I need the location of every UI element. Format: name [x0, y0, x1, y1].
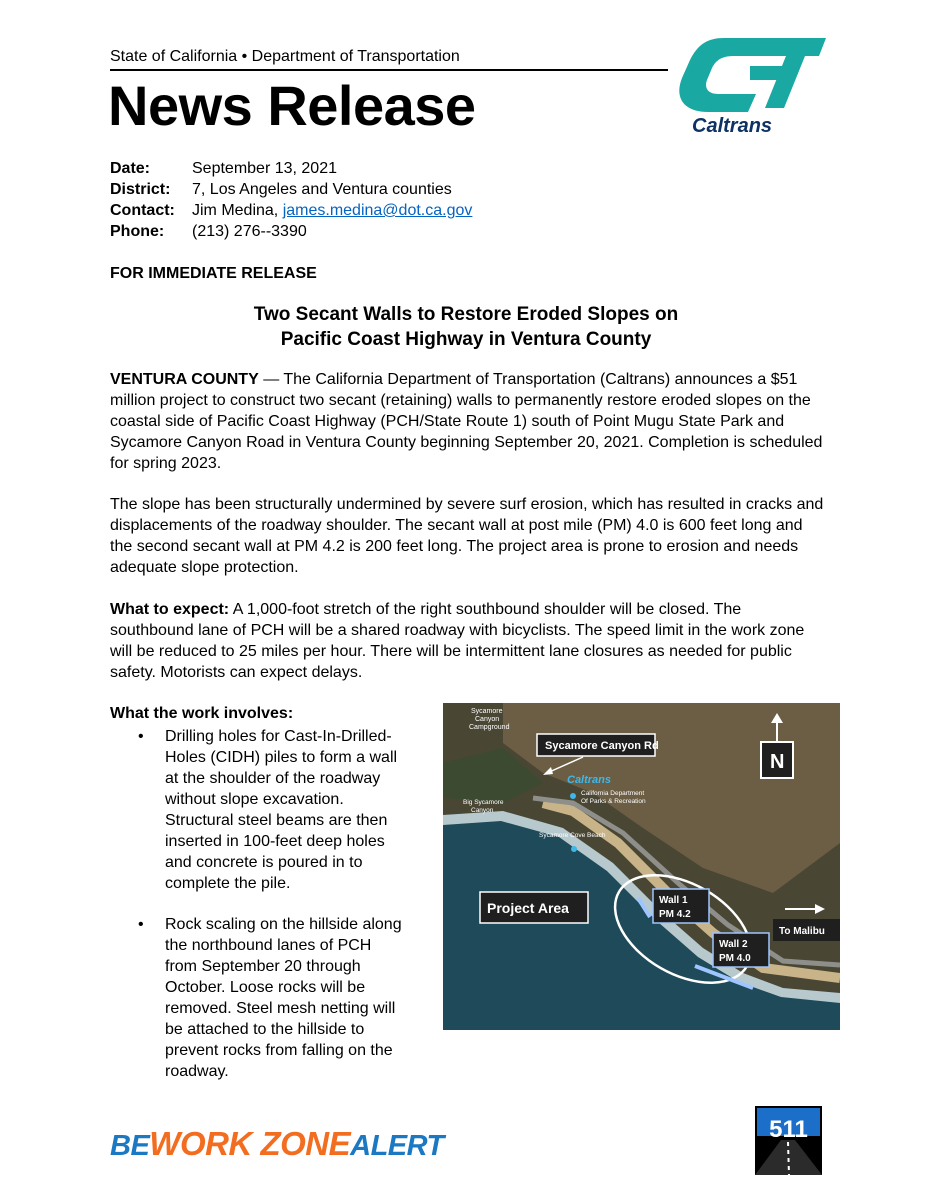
headline	[110, 302, 822, 352]
parks-label-1: California Department	[581, 790, 645, 797]
511-badge	[755, 1106, 822, 1175]
bullet-dot: •	[138, 728, 144, 745]
big-sycamore-label-2: Canyon	[471, 807, 494, 814]
to-malibu-label: To Malibu	[779, 926, 825, 937]
bullet-text: Drilling holes for Cast-In-Drilled-Holes (CIDH) piles to form a wall at the shoulder of the roadway without slope excavation. Structural steel beams are then inserted in 100-feet deep holes and concrete is poured in to complete the pile.	[165, 728, 398, 892]
wall1-pm: PM 4.2	[659, 909, 691, 920]
project-area-label: Project Area	[487, 900, 569, 916]
expect-lead: What to expect:	[110, 601, 230, 618]
road-label: Sycamore Canyon Rd	[545, 740, 659, 752]
beach-label: Sycamore Cove Beach	[539, 832, 606, 839]
headline-line-2: Pacific Coast Highway in Ventura County	[280, 329, 652, 350]
district-label: District:	[110, 181, 171, 198]
parks-pin	[570, 793, 576, 799]
beach-pin	[571, 846, 577, 852]
badge-number: 511	[769, 1116, 808, 1143]
campground-label-2: Canyon	[475, 716, 500, 723]
paragraph-intro	[110, 369, 826, 474]
project-map	[443, 703, 840, 1030]
caltrans-logo	[672, 28, 830, 140]
district-value: 7, Los Angeles and Ventura counties	[192, 181, 452, 198]
slope-text: The slope has been structurally undermined by severe surf erosion, which has resulted in cracks and displacements of the roadway shoulder. The secant wall at post mile (PM) 4.0 is 600 feet long and the second secant wall at PM 4.2 is 200 feet long. The project area is prone to erosion and needs adequate slope protection.	[110, 496, 824, 576]
phone-label: Phone:	[110, 223, 165, 240]
slogan-alert: ALERT	[350, 1130, 444, 1162]
paragraph-slope	[110, 494, 826, 578]
caltrans-wordmark: Caltrans	[692, 115, 773, 137]
parks-label-2: Of Parks & Recreation	[581, 798, 646, 805]
work-heading: What the work involves:	[110, 705, 294, 722]
contact-label: Contact:	[110, 202, 175, 219]
campground-label-1: Sycamore	[471, 708, 503, 715]
work-zone-slogan	[110, 1125, 450, 1161]
intro-lead: VENTURA COUNTY	[110, 371, 259, 388]
north-label: N	[770, 751, 785, 773]
big-sycamore-label-1: Big Sycamore	[463, 799, 504, 806]
release-note: FOR IMMEDIATE RELEASE	[110, 265, 317, 282]
bullet-text: Rock scaling on the hillside along the northbound lanes of PCH from September 20 through October. Loose rocks will be removed. Steel mesh netting will be attached to the hillside to prevent rocks from falling on the roadway.	[165, 916, 402, 1080]
slogan-work-zone: WORK ZONE	[149, 1125, 351, 1162]
ct-logo-mark	[679, 38, 826, 112]
date-value: September 13, 2021	[192, 160, 337, 177]
campground-label-3: Campground	[469, 724, 510, 731]
meta-district	[110, 179, 452, 200]
headline-line-1: Two Secant Walls to Restore Eroded Slopes on	[253, 304, 679, 325]
map-caltrans-logo: Caltrans	[567, 774, 612, 786]
wall2-pm: PM 4.0	[719, 953, 751, 964]
page-title: News Release	[108, 74, 476, 137]
expect-text: A 1,000-foot stretch of the right southbound shoulder will be closed. The southbound lane of PCH will be a shared roadway with bicyclists. The speed limit in the work zone will be reduced to 25 miles per hour. There will be intermittent lane closures as needed for public safety. Motorists can expect delays.	[110, 601, 805, 681]
phone-value: (213) 276--3390	[192, 223, 307, 240]
contact-name: Jim Medina,	[192, 202, 283, 219]
wall1-label: Wall 1	[659, 895, 688, 906]
meta-contact	[110, 200, 472, 221]
slogan-be: BE	[110, 1130, 150, 1162]
header-rule	[110, 69, 668, 71]
contact-email-link[interactable]: james.medina@dot.ca.gov	[282, 202, 473, 219]
wall2-label: Wall 2	[719, 939, 748, 950]
bullet-dot: •	[138, 916, 144, 933]
agency-line: State of California • Department of Transportation	[110, 48, 460, 65]
paragraph-expect	[110, 599, 826, 683]
meta-phone	[110, 221, 307, 242]
meta-date	[110, 158, 337, 179]
date-label: Date:	[110, 160, 151, 177]
intro-text: — The California Department of Transportation (Caltrans) announces a $51 million project to construct two secant (retaining) walls to permanently restore eroded slopes on the coastal side of Pacific Coast Highway (PCH/State Route 1) south of Point Mugu State Park and Sycamore Canyon Road in Ventura County beginning September 20, 2021. Completion is scheduled for spring 2023.	[110, 371, 823, 472]
